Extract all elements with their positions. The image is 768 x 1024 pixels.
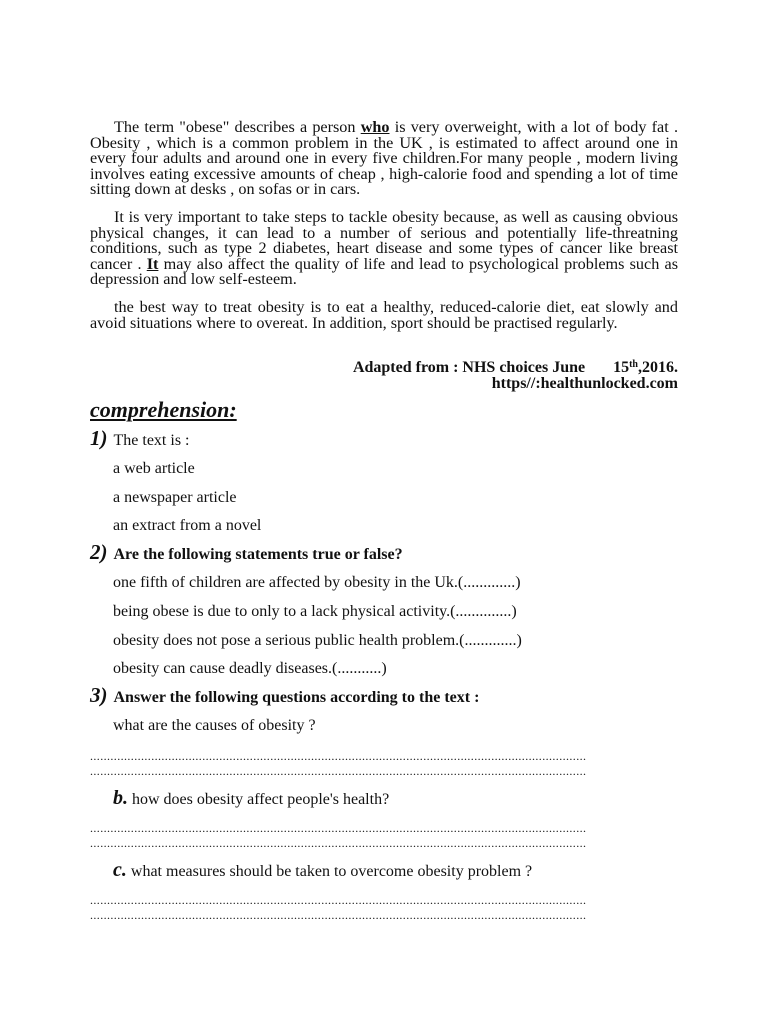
p3-text: the best way to treat obesity is to eat a healthy, reduced-calorie diet, eat slowly and avoid situations where to overeat. In addition, sport should be practised regularly.: [90, 298, 678, 332]
p1-text-end: is very overweight, with a lot of body fat . Obesity , which is a common problem in the UK , is estimated to affect around one in every four adults and around one in every five children.For many people , modern living involves eating excessive amounts of cheap , high-calorie food and spending a lot of time sitting down at desks , on sofas or in cars.: [90, 118, 678, 199]
question-3: [90, 685, 479, 708]
question-1-prompt: The text is :: [113, 432, 190, 449]
p2-text-end: may also affect the quality of life and lead to psychological problems such as depression and low self-esteem.: [90, 254, 678, 289]
q3a-answer-line-1: ..................................................................................................................................................: [90, 749, 587, 763]
q3b-text: how does obesity affect people's health?: [132, 791, 390, 808]
q3c-text: what measures should be taken to overcome obesity problem ?: [130, 863, 533, 880]
passage-paragraph-3: [90, 300, 678, 331]
q3b-letter: b.: [113, 787, 128, 809]
source-url: https//:healthunlocked.com: [491, 375, 678, 392]
q2-statement-3: obesity does not pose a serious public health problem.(.............): [113, 632, 522, 649]
q3a-answer-line-2: ..................................................................................................................................................: [90, 764, 587, 778]
passage-paragraph-1: [90, 120, 678, 198]
source-prefix: Adapted from : NHS choices June: [352, 359, 586, 376]
q3a-question: what are the causes of obesity ?: [113, 717, 316, 734]
p1-text-start: The term "obese" describes a person: [114, 118, 361, 136]
q1-option-novel-extract: an extract from a novel: [113, 517, 262, 534]
q1-option-newspaper-article: a newspaper article: [113, 489, 237, 506]
question-2-prompt: Are the following statements true or false?: [113, 546, 403, 563]
question-3-prompt: Answer the following questions according to the text :: [113, 689, 480, 706]
q3c-answer-line-2: ..................................................................................................................................................: [90, 908, 587, 922]
source-year: ,2016.: [638, 359, 678, 376]
q3b-answer-line-2: ..................................................................................................................................................: [90, 836, 587, 850]
q3c-question: [113, 860, 532, 882]
question-1-number: 1): [90, 426, 108, 450]
q2-statement-1: one fifth of children are affected by obesity in the Uk.(.............): [113, 574, 521, 591]
q1-option-web-article: a web article: [113, 460, 195, 477]
question-1: [90, 428, 189, 451]
q3c-answer-line-1: ..................................................................................................................................................: [90, 893, 587, 907]
question-2-number: 2): [90, 540, 108, 564]
p1-emphasis-who: who: [360, 118, 390, 136]
p2-emphasis-it: It: [146, 254, 159, 273]
q3b-question: [113, 788, 389, 810]
question-3-number: 3): [90, 683, 108, 707]
q3c-letter: c.: [113, 859, 127, 881]
q2-statement-4: obesity can cause deadly diseases.(...........): [113, 660, 387, 677]
source-citation: [353, 360, 678, 376]
source-day: 15: [613, 359, 630, 376]
q3b-answer-line-1: ..................................................................................................................................................: [90, 821, 587, 835]
q2-statement-2: being obese is due to only to a lack physical activity.(..............): [113, 603, 517, 620]
question-2: [90, 542, 403, 565]
source-day-suffix: th: [629, 359, 638, 370]
passage-paragraph-2: [90, 210, 678, 288]
comprehension-heading: comprehension:: [90, 397, 237, 422]
p2-text-start: It is very important to take steps to tackle obesity because, as well as causing obvious physical changes, it can lead to a number of serious and potentially life-threatning conditions, such as type 2 diabetes, heart disease and some types of cancer like breast cancer .: [90, 208, 678, 273]
